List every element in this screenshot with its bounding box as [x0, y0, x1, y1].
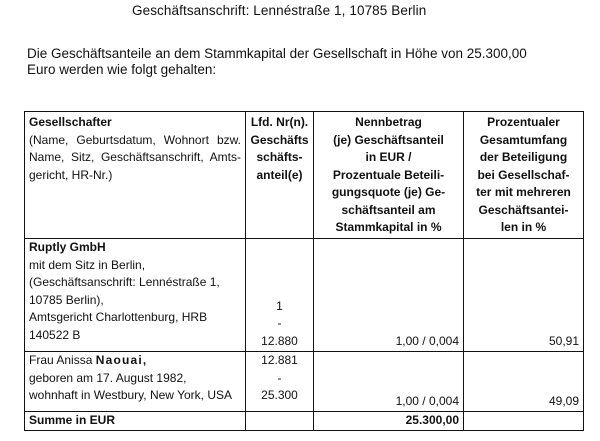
shareholder-name: Ruptly GmbH: [29, 240, 106, 254]
shareholder-detail: 140522 B: [29, 327, 81, 342]
header-nennbetrag-line: Nennbetrag: [355, 115, 422, 129]
header-prozent-line: der Beteiligung: [479, 150, 568, 164]
nennbetrag-cell: 1,00 / 0,004: [314, 352, 464, 412]
lfd-nr-value: 12.880: [261, 333, 298, 348]
intro-line-1: Die Geschäftsanteile an dem Stammkapital der Gesellschaft in Höhe von 25.300,00: [27, 46, 527, 61]
table-row: [25, 352, 584, 412]
shareholder-detail: 10785 Berlin),: [29, 292, 104, 307]
header-nennbetrag-line: Stammkapital in %: [335, 220, 442, 234]
header-prozent-line: Prozentualer: [487, 115, 560, 129]
sum-label: Summe in EUR: [25, 412, 246, 431]
nennbetrag-cell: 1,00 / 0,004: [314, 239, 464, 352]
shareholder-detail: Amtsgericht Charlottenburg, HRB: [29, 310, 208, 324]
header-gesellschafter: [25, 112, 246, 239]
intro-paragraph: [27, 46, 587, 78]
shareholder-cell: [25, 239, 246, 352]
shareholder-surname: Naouai,: [95, 353, 148, 367]
shareholder-detail: geboren am 17. August 1982,: [29, 370, 187, 385]
header-nennbetrag-line: (je) Geschäftsanteil: [333, 132, 444, 147]
header-prozent-line: len in %: [500, 220, 547, 234]
lfd-nr-cell: [246, 352, 314, 412]
sum-empty-cell: [464, 412, 584, 431]
shareholder-table: [24, 111, 584, 431]
lfd-nr-value: -: [277, 370, 282, 385]
header-lfd-nr-line: Geschäfts: [250, 132, 309, 147]
header-nennbetrag: [314, 112, 464, 239]
header-gesellschafter-sub-1: (Name, Geburtsdatum, Wohnort bzw.: [29, 132, 241, 147]
header-lfd-nr-line: schäfts-: [256, 150, 303, 164]
header-nennbetrag-line: in EUR /: [365, 150, 412, 164]
header-lfd-nr-line: Lfd. Nr(n).: [250, 115, 309, 129]
header-nennbetrag-line: gungsquote (je) Ge-: [331, 185, 446, 199]
lfd-nr-value: 25.300: [261, 388, 298, 402]
shareholder-detail: mit dem Sitz in Berlin,: [29, 257, 146, 272]
prozent-cell: 49,09: [464, 352, 584, 412]
header-nennbetrag-line: Prozentuale Beteili-: [332, 167, 445, 182]
header-prozent: [464, 112, 584, 239]
header-gesellschafter-sub-2: Name, Sitz, Geschäftsanschrift, Amts-: [29, 150, 241, 164]
sum-row: [25, 412, 584, 431]
table-row: [25, 239, 584, 352]
table-header-row: [25, 112, 584, 239]
header-prozent-line: ter mit mehreren: [476, 185, 571, 199]
prozent-cell: 50,91: [464, 239, 584, 352]
header-gesellschafter-sub-3: gericht, HR-Nr.): [29, 167, 113, 182]
header-gesellschafter-title: Gesellschafter: [29, 115, 112, 129]
lfd-nr-value: 1: [276, 298, 283, 313]
shareholder-cell: [25, 352, 246, 412]
shareholder-detail: wohnhaft in Westbury, New York, USA: [29, 388, 232, 402]
shareholder-detail: (Geschäftsanschrift: Lennéstraße 1,: [29, 275, 220, 289]
sum-value: 25.300,00: [314, 412, 464, 431]
header-lfd-nr-line: anteil(e): [256, 167, 303, 182]
header-prozent-line: Gesamtumfang: [479, 132, 568, 147]
lfd-nr-cell: [246, 239, 314, 352]
lfd-nr-value: 12.881: [261, 353, 298, 367]
header-lfd-nr: [246, 112, 314, 239]
intro-line-2: Euro werden wie folgt gehalten:: [27, 62, 217, 77]
sum-empty-cell: [246, 412, 314, 431]
address-line: Geschäftsanschrift: Lennéstraße 1, 10785 Berlin: [132, 3, 427, 18]
header-prozent-line: Geschäftsantei-: [478, 202, 569, 217]
header-prozent-line: bei Gesellschaf-: [477, 167, 570, 182]
shareholder-name-prefix: Frau Anissa: [29, 353, 93, 367]
lfd-nr-value: -: [277, 316, 282, 330]
header-nennbetrag-line: schäftsanteil am: [341, 202, 436, 217]
shareholder-name: [29, 352, 241, 370]
